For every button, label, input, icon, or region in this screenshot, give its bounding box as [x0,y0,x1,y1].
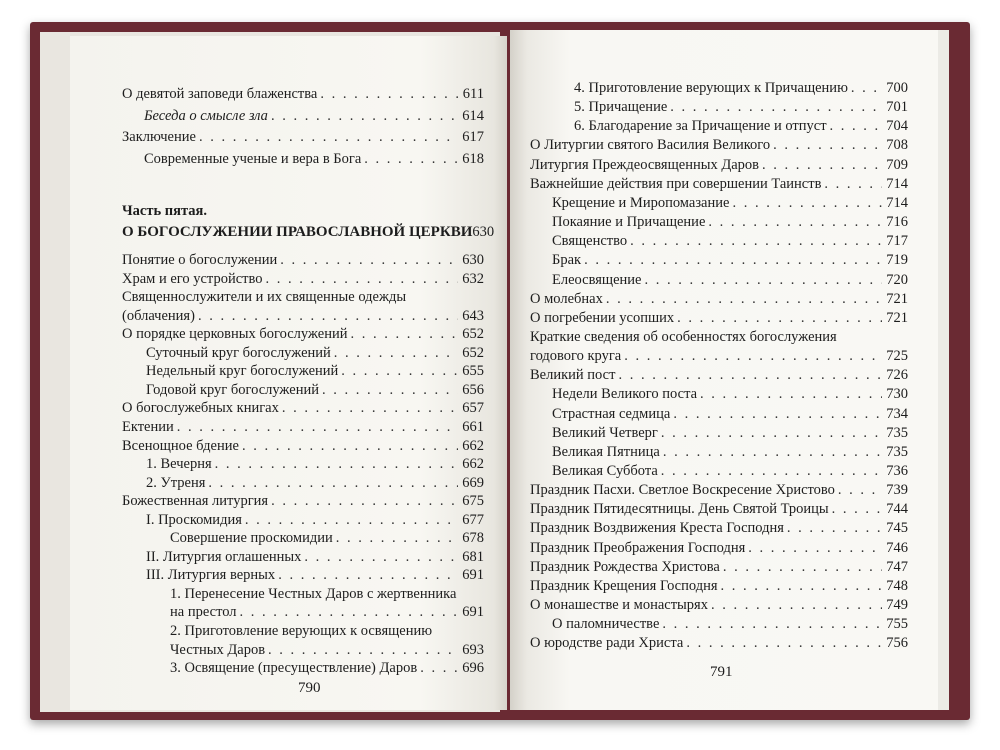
leader-dots [700,386,882,402]
toc-entry-page: 748 [886,577,908,594]
part-label: Часть пятая. [122,203,207,219]
toc-entry [170,660,484,676]
toc-entry [530,157,908,173]
toc-entry [146,363,484,379]
toc-entry-page: 614 [462,107,484,124]
leader-dots [661,463,882,479]
toc-entry-title: Важнейшие действия при совершении Таинств [530,175,822,192]
toc-entry-title: Страстная седмица [552,405,671,422]
leader-dots [686,635,882,651]
part-page: 630 [472,224,495,240]
toc-entry-page: 745 [886,520,908,537]
toc-entry-title: О юродстве ради Христа [530,635,684,652]
toc-entry [146,512,484,528]
leader-dots [711,597,882,613]
toc-entry [552,252,908,268]
leader-dots [334,345,458,361]
toc-entry-title: 3. Освящение (пресуществление) Даров [170,660,418,677]
toc-entry-title: Ектении [122,418,174,435]
toc-entry-title: Литургия Преждеосвященных Даров [530,156,760,173]
toc-entry [530,310,908,326]
toc-entry [552,444,908,460]
toc-entry-title: Священство [552,233,628,250]
toc-entry-page: 720 [886,271,908,288]
toc-entry-title: Недели Великого поста [552,386,698,403]
toc-entry-title: О девятой заповеди блаженства [122,86,318,102]
toc-entry [146,382,484,398]
toc-entry-page: 721 [886,309,908,326]
toc-entry-title: Праздник Воздвижения Креста Господня [530,520,784,537]
toc-entry [122,308,484,324]
toc-entry [552,406,908,422]
toc-entry [146,456,484,472]
left-page [70,36,507,710]
toc-entry-page: 675 [462,493,484,510]
part-heading-row [122,224,495,240]
toc-entry-title: Праздник Крещения Господня [530,577,718,594]
toc-entry-page: 657 [462,400,484,417]
toc-entry-page: 617 [462,129,484,145]
toc-entry-title: Совершение проскомидии [170,530,333,547]
toc-entry-page: 721 [886,290,908,307]
toc-entry-title: О монашестве и монастырях [530,597,708,614]
toc-entry-page: 669 [462,474,484,491]
leader-dots [420,660,458,676]
leader-dots [832,501,883,517]
toc-entry-title: Великий Четверг [552,424,658,441]
toc-entry-page: 662 [462,437,484,454]
toc-entry [552,233,908,249]
leader-dots [271,108,458,124]
leader-dots [662,616,882,632]
toc-entry-page: 736 [886,463,908,479]
toc-entry-title: I. Проскомидия [146,511,242,528]
leader-dots [584,252,882,268]
toc-entry-page: 611 [462,86,484,102]
leader-dots [748,540,882,556]
toc-entry-title: О порядке церковных богослужений [122,326,348,343]
toc-entry-title: Честных Даров [170,641,266,658]
toc-entry-page: 632 [462,270,484,287]
leader-dots [721,578,883,594]
leader-dots [824,176,882,192]
toc-entry-page: 691 [462,604,484,621]
toc-entry [552,195,908,211]
leader-dots [350,326,458,342]
leader-dots [280,252,458,268]
leader-dots [723,559,882,575]
toc-entry-title: О паломничестве [552,616,660,633]
toc-entry-title: Великая Пятница [552,443,660,460]
toc-entry-page: 714 [886,194,908,211]
toc-entry-title: 5. Причащение [574,99,668,116]
toc-entry [170,642,484,658]
leader-dots [624,348,882,364]
toc-entry-page: 726 [886,367,908,384]
toc-entry [530,501,908,517]
toc-entry-page: 739 [886,482,908,499]
toc-entry-page: 662 [462,456,484,473]
toc-entry-title: 6. Благодарение за Причащение и отпуст [574,118,827,135]
toc-entry-title: Праздник Рождества Христова [530,558,720,575]
toc-entry-page: 691 [462,567,484,584]
leader-dots [282,400,458,416]
toc-entry-text: 1. Перенесение Честных Даров с жертвенника [170,585,457,602]
leader-dots [336,530,459,546]
toc-entry-title: Недельный круг богослужений [146,363,339,380]
toc-entry-title: О погребении усопших [530,309,675,326]
toc-entry [574,80,908,96]
toc-entry [122,252,484,268]
toc-entry-title: Понятие о богослужении [122,252,278,268]
toc-entry [170,530,484,546]
leader-dots [644,272,882,288]
leader-dots [208,475,458,491]
toc-entry [530,482,908,498]
toc-entry-page: 656 [462,381,484,398]
leader-dots [670,99,882,115]
leader-dots [630,233,882,249]
toc-entry-page: 749 [886,597,908,614]
toc-entry-title: Праздник Пятидесятницы. День Святой Троицы [530,501,829,518]
toc-entry-title: Великая Суббота [552,463,658,479]
leader-dots [240,604,459,620]
toc-entry-page: 725 [886,348,908,365]
leader-dots [341,363,458,379]
toc-entry-title: Праздник Преображения Господня [530,539,746,556]
toc-entry-page: 714 [886,175,908,192]
toc-entry-page: 652 [462,326,484,343]
toc-entry-title: Всенощное бдение [122,437,239,454]
toc-entry-title: Храм и его устройство [122,270,263,287]
leader-dots [708,214,882,230]
toc-entry-page: 747 [886,558,908,575]
toc-entry [530,578,908,594]
toc-entry-page: 746 [886,539,908,556]
toc-entry-title: Заключение [122,129,196,145]
toc-entry-title: (облачения) [122,307,195,324]
toc-entry [530,635,908,651]
toc-entry-title: О Литургии святого Василия Великого [530,137,771,154]
toc-entry-title: Божественная литургия [122,493,269,510]
toc-entry-title: 4. Приготовление верующих к Причащению [574,80,848,96]
toc-entry-page: 735 [886,443,908,460]
toc-entry-title: О молебнах [530,290,603,307]
toc-entry-title: Великий пост [530,367,616,384]
leader-dots [242,438,458,454]
toc-entry-title: Елеосвящение [552,271,642,288]
toc-entry-page: 677 [462,511,484,528]
toc-entry [552,425,908,441]
leader-dots [364,151,458,167]
toc-entry [146,567,484,583]
toc-entry-page: 756 [886,635,908,652]
toc-entry [530,597,908,613]
toc-entry-page: 704 [886,118,908,135]
leader-dots [732,195,882,211]
toc-entry [530,367,908,383]
leader-dots [215,456,459,472]
toc-entry-page: 643 [462,307,484,324]
right-page [510,30,938,710]
toc-entry-text: Священнослужители и их священные одежды [122,289,407,306]
toc-entry-page: 755 [886,616,908,633]
toc-entry [530,348,908,364]
toc-entry-title: III. Литургия верных [146,567,276,584]
toc-entry-page: 719 [886,252,908,269]
leader-dots [198,308,458,324]
toc-entry [530,137,908,153]
leader-dots [245,512,458,528]
leader-dots [322,382,458,398]
toc-entry-title: Покаяние и Причащение [552,214,706,231]
toc-entry-page: 700 [886,80,908,96]
toc-entry-page: 681 [462,548,484,565]
toc-entry-page: 735 [886,424,908,441]
toc-entry-page: 661 [462,418,484,435]
toc-entry [574,118,908,134]
leader-dots [773,137,882,153]
toc-entry [146,549,484,565]
leader-dots [677,310,882,326]
leader-dots [851,80,882,96]
toc-entry [552,616,908,632]
toc-entry [552,214,908,230]
toc-entry-page: 717 [886,233,908,250]
toc-entry [530,540,908,556]
toc-entry-text: 2. Приготовление верующих к освящению [170,623,433,639]
toc-entry-page: 734 [886,405,908,422]
leader-dots [787,520,882,536]
toc-entry [122,326,484,342]
leader-dots [320,86,458,102]
toc-entry-page: 630 [462,252,484,268]
toc-entry-page: 708 [886,137,908,154]
leader-dots [661,425,882,441]
toc-entry-title: Беседа о смысле зла [144,107,268,124]
leader-dots [762,157,882,173]
toc-entry [530,291,908,307]
toc-entry-title: 2. Утреня [146,474,206,491]
folio-left: 790 [298,680,321,696]
toc-entry [530,559,908,575]
leader-dots [830,118,883,134]
toc-entry [122,86,484,102]
leader-dots [673,406,882,422]
toc-entry [146,475,484,491]
toc-entry [122,400,484,416]
toc-entry-page: 716 [886,214,908,231]
toc-entry [146,345,484,361]
toc-entry-page: 744 [886,501,908,518]
toc-entry [122,129,484,145]
folio-right: 791 [710,664,733,680]
toc-entry [170,604,484,620]
leader-dots [177,419,458,435]
toc-entry [552,272,908,288]
leader-dots [199,129,458,145]
toc-entry-title: О богослужебных книгах [122,400,279,417]
toc-entry-title: на престол [170,604,237,621]
toc-entry-page: 730 [886,386,908,403]
leader-dots [663,444,882,460]
toc-entry-title: Годовой круг богослужений [146,381,319,398]
leader-dots [606,291,882,307]
toc-entry [144,108,484,124]
toc-entry [552,463,908,479]
toc-entry-page: 709 [886,156,908,173]
toc-entry-page: 701 [886,99,908,116]
toc-entry-title: Брак [552,252,582,269]
leader-dots [838,482,882,498]
toc-entry-page: 678 [462,530,484,547]
toc-entry [122,419,484,435]
toc-entry-page: 693 [462,641,484,658]
toc-entry [122,493,484,509]
toc-entry-title: Праздник Пасхи. Светлое Воскресение Христово [530,482,835,499]
toc-entry [552,386,908,402]
toc-entry [122,271,484,287]
toc-entry-title: Современные ученые и вера в Бога [144,150,362,167]
toc-entry-page: 652 [462,344,484,361]
part-title: О БОГОСЛУЖЕНИИ ПРАВОСЛАВНОЙ ЦЕРКВИ [122,224,473,240]
leader-dots [265,271,458,287]
leader-dots [271,493,458,509]
toc-entry-text: Краткие сведения об особенностях богослужения [530,328,837,345]
leader-dots [618,367,882,383]
toc-entry-title: Суточный круг богослужений [146,344,331,361]
toc-entry-title: Крещение и Миропомазание [552,194,730,211]
toc-entry-page: 696 [462,660,484,677]
toc-entry-page: 618 [462,150,484,167]
toc-entry [144,151,484,167]
toc-entry [530,520,908,536]
toc-entry-title: 1. Вечерня [146,456,212,473]
toc-entry [574,99,908,115]
toc-entry-title: годового круга [530,348,622,365]
toc-entry-title: II. Литургия оглашенных [146,548,302,565]
toc-entry [530,176,908,192]
toc-entry-page: 655 [462,363,484,380]
toc-entry [122,438,484,454]
leader-dots [304,549,458,565]
leader-dots [268,642,458,658]
leader-dots [278,567,458,583]
